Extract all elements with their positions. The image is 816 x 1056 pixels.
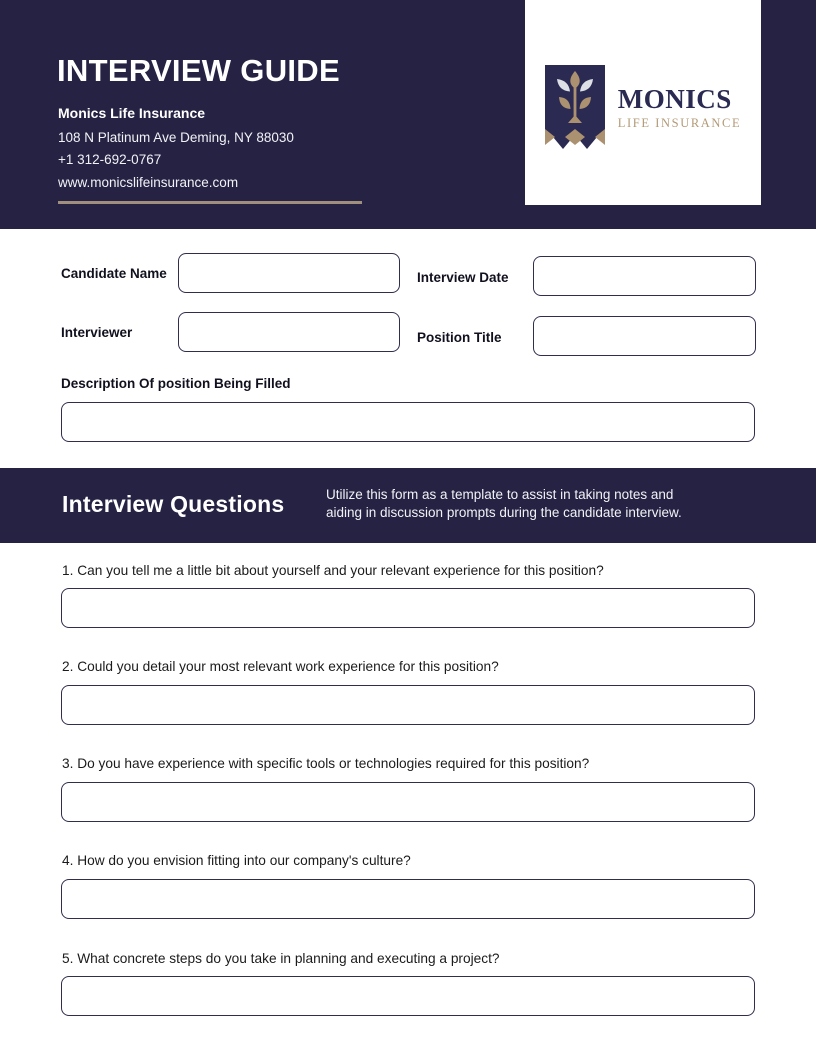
- position-description-label: Description Of position Being Filled: [61, 376, 291, 391]
- logo-wordmark: [618, 85, 741, 129]
- company-name: Monics Life Insurance: [58, 105, 206, 121]
- candidate-name-label: Candidate Name: [61, 266, 167, 281]
- interview-date-input[interactable]: [533, 256, 756, 296]
- header-divider: [58, 201, 362, 204]
- question-3-answer-input[interactable]: [61, 782, 755, 822]
- logo-tagline: LIFE INSURANCE: [617, 115, 742, 130]
- question-2-label: 2. Could you detail your most relevant work experience for this position?: [62, 659, 499, 674]
- header: [0, 0, 816, 229]
- question-5-label: 5. What concrete steps do you take in planning and executing a project?: [62, 951, 500, 966]
- question-3-label: 3. Do you have experience with specific tools or technologies required for this position?: [62, 756, 590, 771]
- logo-name: MONICS: [617, 84, 732, 115]
- position-title-input[interactable]: [533, 316, 756, 356]
- interviewer-input[interactable]: [178, 312, 400, 352]
- company-logo: [525, 0, 761, 205]
- interviewer-label: Interviewer: [61, 325, 133, 340]
- question-4-answer-input[interactable]: [61, 879, 755, 919]
- page-title: INTERVIEW GUIDE: [57, 53, 340, 88]
- question-5-answer-input[interactable]: [61, 976, 755, 1016]
- company-address: 108 N Platinum Ave Deming, NY 88030: [58, 130, 294, 145]
- company-website: www.monicslifeinsurance.com: [58, 175, 239, 190]
- section-subtitle: Utilize this form as a template to assist in taking notes and aiding in discussion prompts during the candidate interview.: [326, 487, 682, 520]
- question-2-answer-input[interactable]: [61, 685, 755, 725]
- interview-date-label: Interview Date: [417, 270, 509, 285]
- company-phone: +1 312-692-0767: [58, 152, 162, 167]
- question-1-answer-input[interactable]: [61, 588, 755, 628]
- position-title-label: Position Title: [417, 330, 502, 345]
- position-description-input[interactable]: [61, 402, 755, 442]
- candidate-name-input[interactable]: [178, 253, 400, 293]
- question-1-label: 1. Can you tell me a little bit about yourself and your relevant experience for this position?: [62, 563, 604, 578]
- section-title: Interview Questions: [62, 491, 285, 517]
- logo-shield-tree-icon: [545, 65, 605, 151]
- question-4-label: 4. How do you envision fitting into our company's culture?: [62, 853, 411, 868]
- interview-questions-band: [0, 468, 816, 543]
